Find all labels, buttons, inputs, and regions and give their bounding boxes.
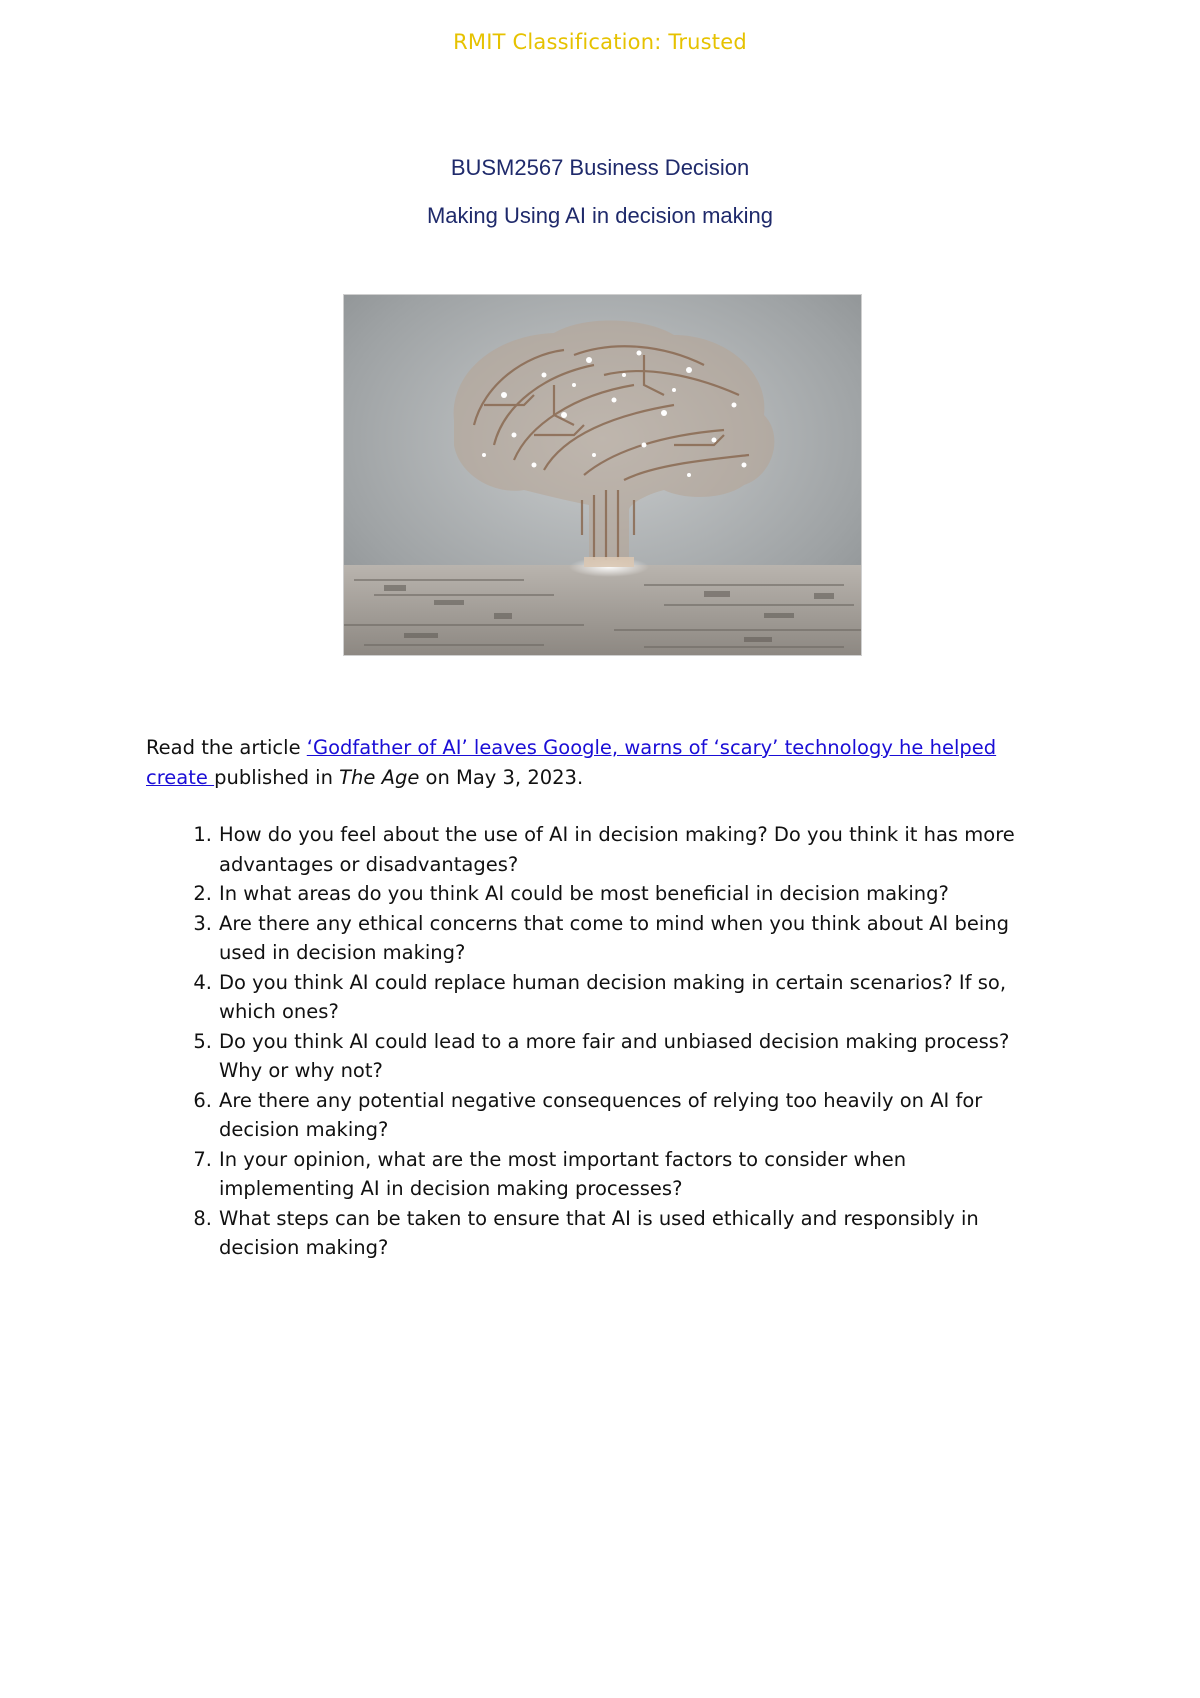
question-list	[146, 820, 1046, 1263]
question-text: Are there any ethical concerns that come to mind when you think about AI being used in decision making?	[219, 911, 1009, 964]
question-text: Do you think AI could replace human decision making in certain scenarios? If so, which ones?	[219, 970, 1007, 1023]
question-number: 1.	[193, 823, 212, 846]
question-item	[146, 1204, 1046, 1263]
question-item	[146, 1027, 1046, 1086]
intro-suffix: on May 3, 2023.	[419, 766, 584, 789]
question-item	[146, 1145, 1046, 1204]
article-link[interactable]: ‘Godfather of AI’ leaves Google, warns of ‘scary’ technology he helped create	[146, 736, 997, 789]
question-text: Are there any potential negative consequences of relying too heavily on AI for decision making?	[219, 1088, 983, 1141]
circuit-brain-image	[343, 294, 862, 656]
question-item	[146, 879, 1046, 909]
intro-published: published in	[214, 766, 340, 789]
document-title-line-1: BUSM2567 Business Decision	[450, 155, 750, 180]
question-number: 8.	[193, 1206, 212, 1230]
article-intro	[146, 733, 1046, 793]
question-item	[146, 909, 1046, 968]
question-text: In your opinion, what are the most important factors to consider when implementing AI in decision making processes?	[219, 1147, 907, 1200]
question-item	[146, 1086, 1046, 1145]
question-text: In what areas do you think AI could be most beneficial in decision making?	[219, 882, 949, 905]
question-number: 7.	[193, 1147, 212, 1171]
question-number: 3.	[193, 911, 212, 935]
question-number: 6.	[193, 1088, 212, 1112]
question-text: Do you think AI could lead to a more fair and unbiased decision making process? Why or why not?	[219, 1029, 1010, 1082]
question-number: 4.	[193, 970, 212, 994]
question-item	[146, 968, 1046, 1027]
question-text: What steps can be taken to ensure that AI is used ethically and responsibly in decision making?	[219, 1206, 979, 1259]
publication-name: The Age	[339, 766, 420, 789]
question-item	[146, 820, 1046, 879]
document-title-line-2: Making Using AI in decision making	[426, 203, 774, 228]
classification-label: RMIT Classification: Trusted	[453, 30, 747, 54]
question-number: 2.	[193, 882, 212, 905]
question-number: 5.	[193, 1029, 212, 1053]
intro-prefix: Read the article	[146, 736, 307, 759]
question-text: How do you feel about the use of AI in decision making? Do you think it has more advantages or disadvantages?	[219, 823, 1015, 876]
